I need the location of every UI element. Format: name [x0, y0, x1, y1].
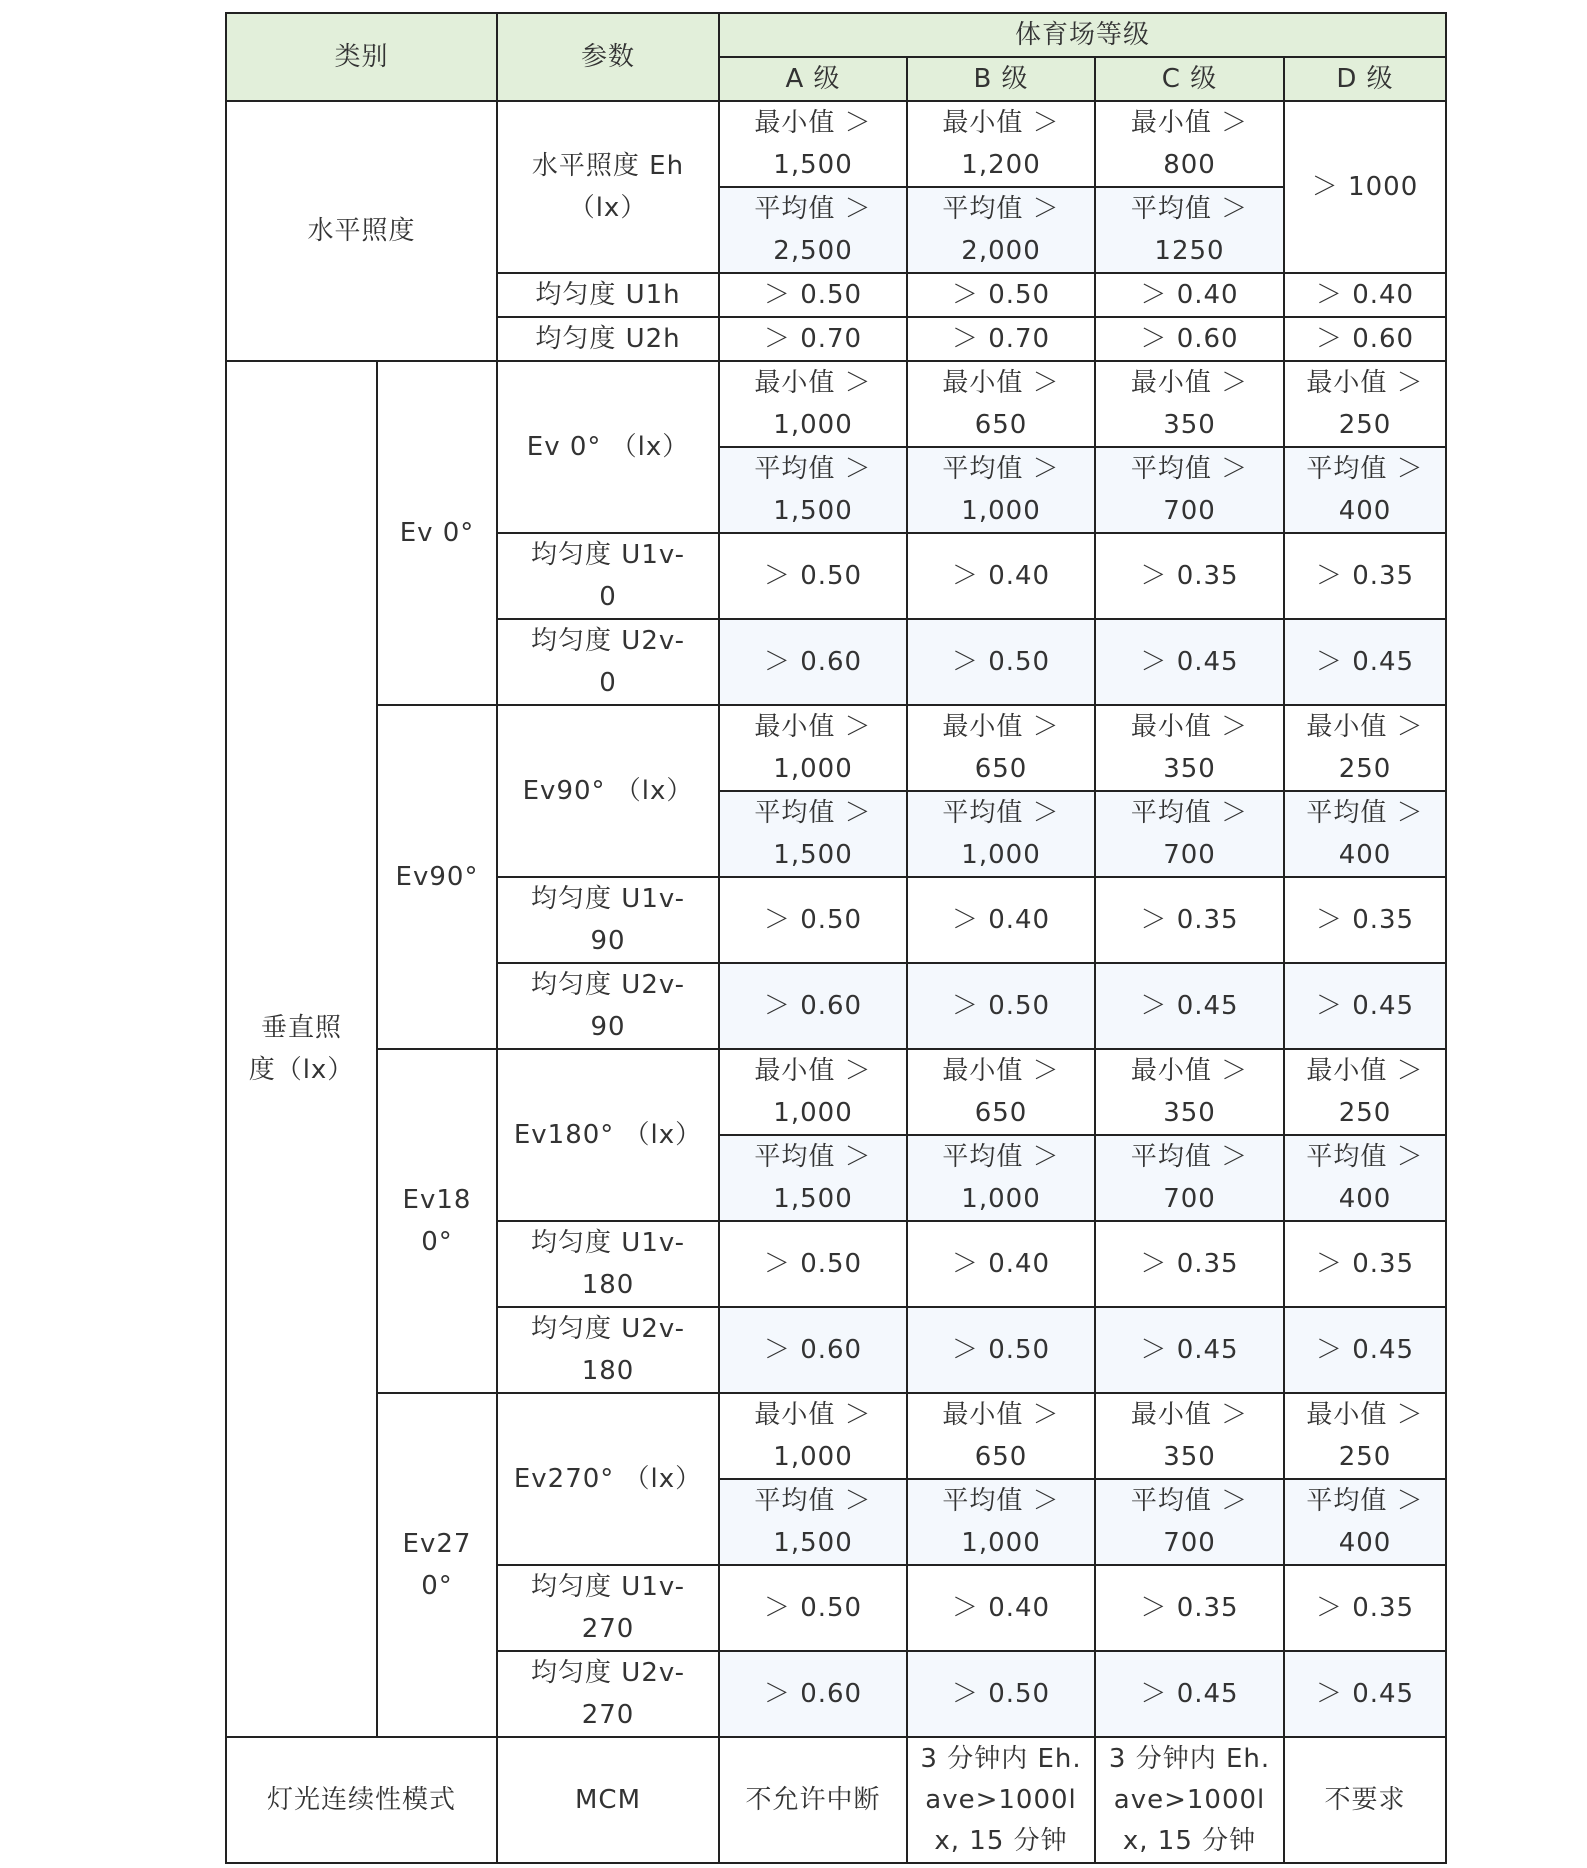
- angle-ev270: Ev27 0°: [377, 1393, 497, 1737]
- cell-ev180-min-c: 最小值 ＞ 350: [1095, 1049, 1284, 1135]
- cell-continuity-b: 3 分钟内 Eh. ave>1000l x, 15 分钟: [907, 1737, 1095, 1863]
- cell-u1h-b: ＞ 0.50: [907, 273, 1095, 317]
- cell-ev270-min-c: 最小值 ＞ 350: [1095, 1393, 1284, 1479]
- cell-u2h-c: ＞ 0.60: [1095, 317, 1284, 361]
- cell-u2v-0-b: ＞ 0.50: [907, 619, 1095, 705]
- cell-ev0-min-a: 最小值 ＞ 1,000: [719, 361, 907, 447]
- category-horizontal: 水平照度: [226, 101, 497, 361]
- cell-u2v-0-c: ＞ 0.45: [1095, 619, 1284, 705]
- param-u2v-0: 均匀度 U2v- 0: [497, 619, 719, 705]
- cell-u1v-270-a: ＞ 0.50: [719, 1565, 907, 1651]
- cell-ev270-min-d: 最小值 ＞ 250: [1284, 1393, 1446, 1479]
- cell-u1v-180-b: ＞ 0.40: [907, 1221, 1095, 1307]
- header-venue-level: 体育场等级: [719, 13, 1446, 57]
- cell-u2v-180-b: ＞ 0.50: [907, 1307, 1095, 1393]
- cell-u1v-270-c: ＞ 0.35: [1095, 1565, 1284, 1651]
- cell-ev270-avg-d: 平均值 ＞ 400: [1284, 1479, 1446, 1565]
- cell-ev270-min-b: 最小值 ＞ 650: [907, 1393, 1095, 1479]
- param-ev270: Ev270° （lx）: [497, 1393, 719, 1565]
- cell-ev180-min-b: 最小值 ＞ 650: [907, 1049, 1095, 1135]
- cell-ev90-min-c: 最小值 ＞ 350: [1095, 705, 1284, 791]
- param-u1v-180: 均匀度 U1v- 180: [497, 1221, 719, 1307]
- cell-u2v-270-d: ＞ 0.45: [1284, 1651, 1446, 1737]
- cell-u2v-0-a: ＞ 0.60: [719, 619, 907, 705]
- param-eh: 水平照度 Eh （lx）: [497, 101, 719, 273]
- cell-u1v-180-a: ＞ 0.50: [719, 1221, 907, 1307]
- cell-ev0-min-c: 最小值 ＞ 350: [1095, 361, 1284, 447]
- cell-ev90-min-b: 最小值 ＞ 650: [907, 705, 1095, 791]
- cell-ev180-min-a: 最小值 ＞ 1,000: [719, 1049, 907, 1135]
- cell-u1v-270-d: ＞ 0.35: [1284, 1565, 1446, 1651]
- cell-ev90-avg-b: 平均值 ＞ 1,000: [907, 791, 1095, 877]
- angle-ev180: Ev18 0°: [377, 1049, 497, 1393]
- cell-ev0-avg-b: 平均值 ＞ 1,000: [907, 447, 1095, 533]
- cell-u1v-0-c: ＞ 0.35: [1095, 533, 1284, 619]
- cell-ev90-avg-c: 平均值 ＞ 700: [1095, 791, 1284, 877]
- cell-u1v-90-d: ＞ 0.35: [1284, 877, 1446, 963]
- cell-u1v-0-d: ＞ 0.35: [1284, 533, 1446, 619]
- cell-ev90-min-a: 最小值 ＞ 1,000: [719, 705, 907, 791]
- cell-continuity-d: 不要求: [1284, 1737, 1446, 1863]
- cell-u2v-270-a: ＞ 0.60: [719, 1651, 907, 1737]
- cell-ev90-min-d: 最小值 ＞ 250: [1284, 705, 1446, 791]
- param-ev0: Ev 0° （lx）: [497, 361, 719, 533]
- category-continuity: 灯光连续性模式: [226, 1737, 497, 1863]
- param-mcm: MCM: [497, 1737, 719, 1863]
- cell-ev270-min-a: 最小值 ＞ 1,000: [719, 1393, 907, 1479]
- cell-ev180-avg-d: 平均值 ＞ 400: [1284, 1135, 1446, 1221]
- header-level-b: B 级: [907, 57, 1095, 101]
- cell-eh-avg-a: 平均值 ＞ 2,500: [719, 187, 907, 273]
- param-u2v-90: 均匀度 U2v- 90: [497, 963, 719, 1049]
- header-level-c: C 级: [1095, 57, 1284, 101]
- param-u1v-90: 均匀度 U1v- 90: [497, 877, 719, 963]
- cell-eh-min-c: 最小值 ＞ 800: [1095, 101, 1284, 187]
- cell-continuity-c: 3 分钟内 Eh. ave>1000l x, 15 分钟: [1095, 1737, 1284, 1863]
- param-u1h: 均匀度 U1h: [497, 273, 719, 317]
- cell-u2v-90-b: ＞ 0.50: [907, 963, 1095, 1049]
- cell-u1v-180-d: ＞ 0.35: [1284, 1221, 1446, 1307]
- cell-u2v-0-d: ＞ 0.45: [1284, 619, 1446, 705]
- header-level-d: D 级: [1284, 57, 1446, 101]
- cell-u2h-a: ＞ 0.70: [719, 317, 907, 361]
- cell-u2v-180-d: ＞ 0.45: [1284, 1307, 1446, 1393]
- cell-eh-min-b: 最小值 ＞ 1,200: [907, 101, 1095, 187]
- param-ev90: Ev90° （lx）: [497, 705, 719, 877]
- cell-u1v-0-a: ＞ 0.50: [719, 533, 907, 619]
- cell-u2h-d: ＞ 0.60: [1284, 317, 1446, 361]
- cell-ev0-min-b: 最小值 ＞ 650: [907, 361, 1095, 447]
- cell-u2v-90-c: ＞ 0.45: [1095, 963, 1284, 1049]
- cell-ev180-min-d: 最小值 ＞ 250: [1284, 1049, 1446, 1135]
- cell-u1h-d: ＞ 0.40: [1284, 273, 1446, 317]
- cell-u2v-270-b: ＞ 0.50: [907, 1651, 1095, 1737]
- cell-ev270-avg-a: 平均值 ＞ 1,500: [719, 1479, 907, 1565]
- cell-u2v-90-a: ＞ 0.60: [719, 963, 907, 1049]
- cell-u1h-a: ＞ 0.50: [719, 273, 907, 317]
- cell-u1h-c: ＞ 0.40: [1095, 273, 1284, 317]
- cell-ev180-avg-a: 平均值 ＞ 1,500: [719, 1135, 907, 1221]
- cell-u1v-90-c: ＞ 0.35: [1095, 877, 1284, 963]
- angle-ev90: Ev90°: [377, 705, 497, 1049]
- cell-u1v-90-a: ＞ 0.50: [719, 877, 907, 963]
- cell-continuity-a: 不允许中断: [719, 1737, 907, 1863]
- cell-u1v-270-b: ＞ 0.40: [907, 1565, 1095, 1651]
- header-category: 类别: [226, 13, 497, 101]
- cell-u2v-90-d: ＞ 0.45: [1284, 963, 1446, 1049]
- cell-ev180-avg-b: 平均值 ＞ 1,000: [907, 1135, 1095, 1221]
- param-ev180: Ev180° （lx）: [497, 1049, 719, 1221]
- cell-ev90-avg-d: 平均值 ＞ 400: [1284, 791, 1446, 877]
- cell-u1v-90-b: ＞ 0.40: [907, 877, 1095, 963]
- param-u2v-270: 均匀度 U2v- 270: [497, 1651, 719, 1737]
- param-u2h: 均匀度 U2h: [497, 317, 719, 361]
- cell-u1v-180-c: ＞ 0.35: [1095, 1221, 1284, 1307]
- cell-u2v-180-c: ＞ 0.45: [1095, 1307, 1284, 1393]
- cell-eh-avg-b: 平均值 ＞ 2,000: [907, 187, 1095, 273]
- cell-eh-min-a: 最小值 ＞ 1,500: [719, 101, 907, 187]
- cell-eh-d: ＞ 1000: [1284, 101, 1446, 273]
- header-parameter: 参数: [497, 13, 719, 101]
- header-level-a: A 级: [719, 57, 907, 101]
- cell-ev180-avg-c: 平均值 ＞ 700: [1095, 1135, 1284, 1221]
- cell-ev90-avg-a: 平均值 ＞ 1,500: [719, 791, 907, 877]
- cell-ev270-avg-c: 平均值 ＞ 700: [1095, 1479, 1284, 1565]
- cell-u2v-270-c: ＞ 0.45: [1095, 1651, 1284, 1737]
- illuminance-table: [225, 12, 1447, 1864]
- cell-ev0-min-d: 最小值 ＞ 250: [1284, 361, 1446, 447]
- cell-ev0-avg-a: 平均值 ＞ 1,500: [719, 447, 907, 533]
- cell-u2h-b: ＞ 0.70: [907, 317, 1095, 361]
- param-u1v-0: 均匀度 U1v- 0: [497, 533, 719, 619]
- cell-ev270-avg-b: 平均值 ＞ 1,000: [907, 1479, 1095, 1565]
- cell-u2v-180-a: ＞ 0.60: [719, 1307, 907, 1393]
- cell-u1v-0-b: ＞ 0.40: [907, 533, 1095, 619]
- cell-ev0-avg-d: 平均值 ＞ 400: [1284, 447, 1446, 533]
- cell-eh-avg-c: 平均值 ＞ 1250: [1095, 187, 1284, 273]
- cell-ev0-avg-c: 平均值 ＞ 700: [1095, 447, 1284, 533]
- param-u2v-180: 均匀度 U2v- 180: [497, 1307, 719, 1393]
- param-u1v-270: 均匀度 U1v- 270: [497, 1565, 719, 1651]
- angle-ev0: Ev 0°: [377, 361, 497, 705]
- category-vertical: 垂直照 度（lx）: [226, 361, 377, 1737]
